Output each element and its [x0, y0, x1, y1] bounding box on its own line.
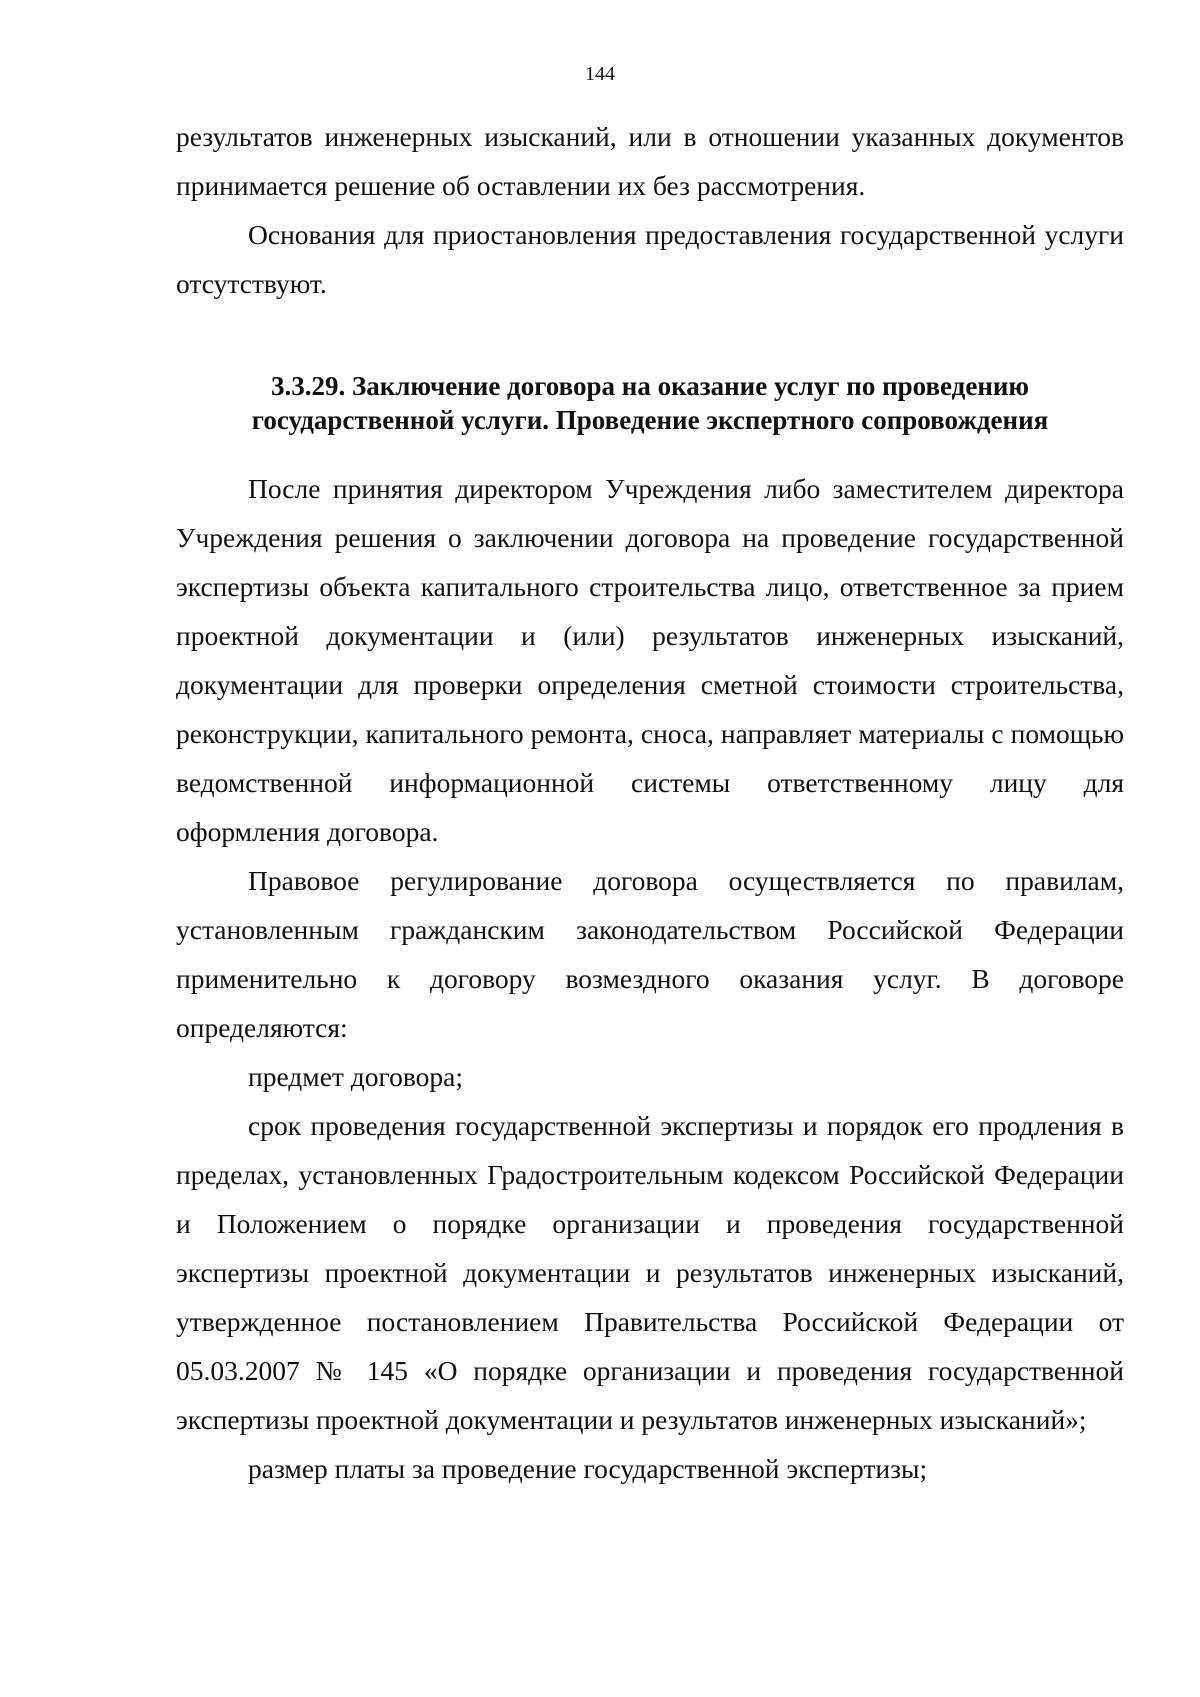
paragraph-contract-preparation: После принятия директором Учреждения либо заместителем директора Учреждения решения о заключении договора на проведение государственной экспертизы объекта капитального строительства лицо, ответственное за прием проектной документации и (или) результатов инженерных изысканий, документации для проверки определения сметной стоимости строительства, реконструкции, капитального ремонта, сноса, направляет материалы с помощью ведомственной информационной системы ответственному лицу для оформления договора.	[176, 473, 1124, 847]
section-heading-line-2: государственной услуги. Проведение экспертного сопровождения	[251, 405, 1049, 435]
page-number: 144	[585, 63, 615, 85]
paragraph-suspension-grounds: Основания для приостановления предоставления государственной услуги отсутствуют.	[176, 219, 1124, 299]
list-item-fee-amount: размер платы за проведение государственной экспертизы;	[248, 1453, 928, 1484]
document-body	[176, 112, 1124, 1493]
paragraph-continuation: результатов инженерных изысканий, или в отношении указанных документов принимается решение об оставлении их без рассмотрения.	[176, 121, 1124, 201]
paragraph-legal-regulation: Правовое регулирование договора осуществляется по правилам, установленным гражданским законодательством Российской Федерации применительно к договору возмездного оказания услуг. В договоре определяются:	[176, 865, 1124, 1043]
section-heading-line-1: 3.3.29. Заключение договора на оказание услуг по проведению	[270, 371, 1030, 401]
list-item-expertise-term: срок проведения государственной экспертизы и порядок его продления в пределах, установленных Градостроительным кодексом Российской Федерации и Положением о порядке организации и проведения государственной экспертизы проектной документации и результатов инженерных изысканий, утвержденное постановлением Правительства Российской Федерации от 05.03.2007 № 145 «О порядке организации и проведения государственной экспертизы проектной документации и результатов инженерных изысканий»;	[176, 1110, 1124, 1435]
section-heading	[176, 369, 1124, 437]
list-item-contract-subject: предмет договора;	[248, 1061, 464, 1092]
